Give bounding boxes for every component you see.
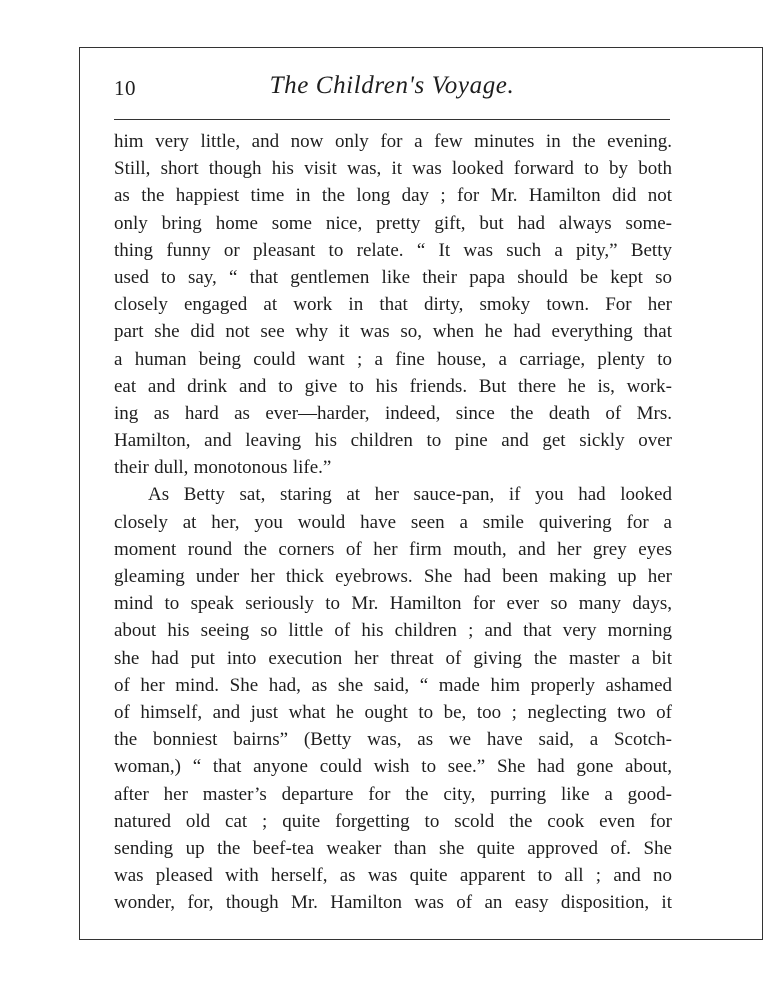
text-line: him very little, and now only for a few minutes in the evening.	[114, 131, 672, 152]
text-line: as the happiest time in the long day ; for Mr. Hamilton did not	[114, 185, 672, 207]
text-line: thing funny or pleasant to relate. “ It was such a pity,” Betty	[114, 239, 672, 261]
text-line: Still, short though his visit was, it was looked forward to by both	[114, 158, 672, 180]
text-line: woman,) “ that anyone could wish to see.” She had gone about,	[114, 756, 672, 778]
text-line: mind to speak seriously to Mr. Hamilton for ever so many days,	[114, 593, 672, 615]
text-line: closely at her, you would have seen a smile quivering for a	[114, 511, 672, 533]
text-line: natured old cat ; quite forgetting to scold the cook even for	[114, 810, 672, 832]
text-line: about his seeing so little of his children ; and that very morning	[114, 620, 672, 642]
text-line: a human being could want ; a fine house, a carriage, plenty to	[114, 348, 672, 370]
text-line: after her master’s departure for the city, purring like a good-	[114, 783, 672, 805]
paragraph-end-line: their dull, monotonous life.”	[114, 457, 332, 479]
text-line: sending up the beef-tea weaker than she quite approved of. She	[114, 837, 672, 859]
text-line: only bring home some nice, pretty gift, but had always some-	[114, 212, 672, 234]
page-number: 10	[114, 76, 136, 100]
text-line: of himself, and just what he ought to be, too ; neglecting two of	[114, 701, 672, 723]
body-text	[114, 128, 672, 916]
text-line: Hamilton, and leaving his children to pine and get sickly over	[114, 430, 672, 452]
text-line: she had put into execution her threat of giving the master a bit	[114, 647, 672, 669]
text-line: was pleased with herself, as was quite apparent to all ; and no	[114, 865, 672, 887]
text-line: used to say, “ that gentlemen like their papa should be kept so	[114, 266, 672, 288]
text-line: of her mind. She had, as she said, “ made him properly ashamed	[114, 674, 672, 696]
text-line: wonder, for, though Mr. Hamilton was of an easy disposition, it	[114, 892, 672, 914]
text-line: part she did not see why it was so, when he had everything that	[114, 321, 672, 343]
text-line: ing as hard as ever—harder, indeed, since the death of Mrs.	[114, 402, 672, 424]
running-title: The Children's Voyage.	[269, 72, 515, 99]
text-line: gleaming under her thick eyebrows. She had been making up her	[114, 566, 672, 587]
text-line: eat and drink and to give to his friends. But there he is, work-	[114, 375, 672, 397]
text-line: moment round the corners of her firm mouth, and her grey eyes	[114, 538, 672, 560]
header-rule	[114, 119, 670, 120]
running-header	[114, 72, 670, 112]
text-line: the bonniest bairns” (Betty was, as we have said, a Scotch-	[114, 729, 672, 751]
paragraph-first-line: As Betty sat, staring at her sauce-pan, if you had looked	[148, 484, 672, 506]
text-line: closely engaged at work in that dirty, smoky town. For her	[114, 294, 672, 316]
